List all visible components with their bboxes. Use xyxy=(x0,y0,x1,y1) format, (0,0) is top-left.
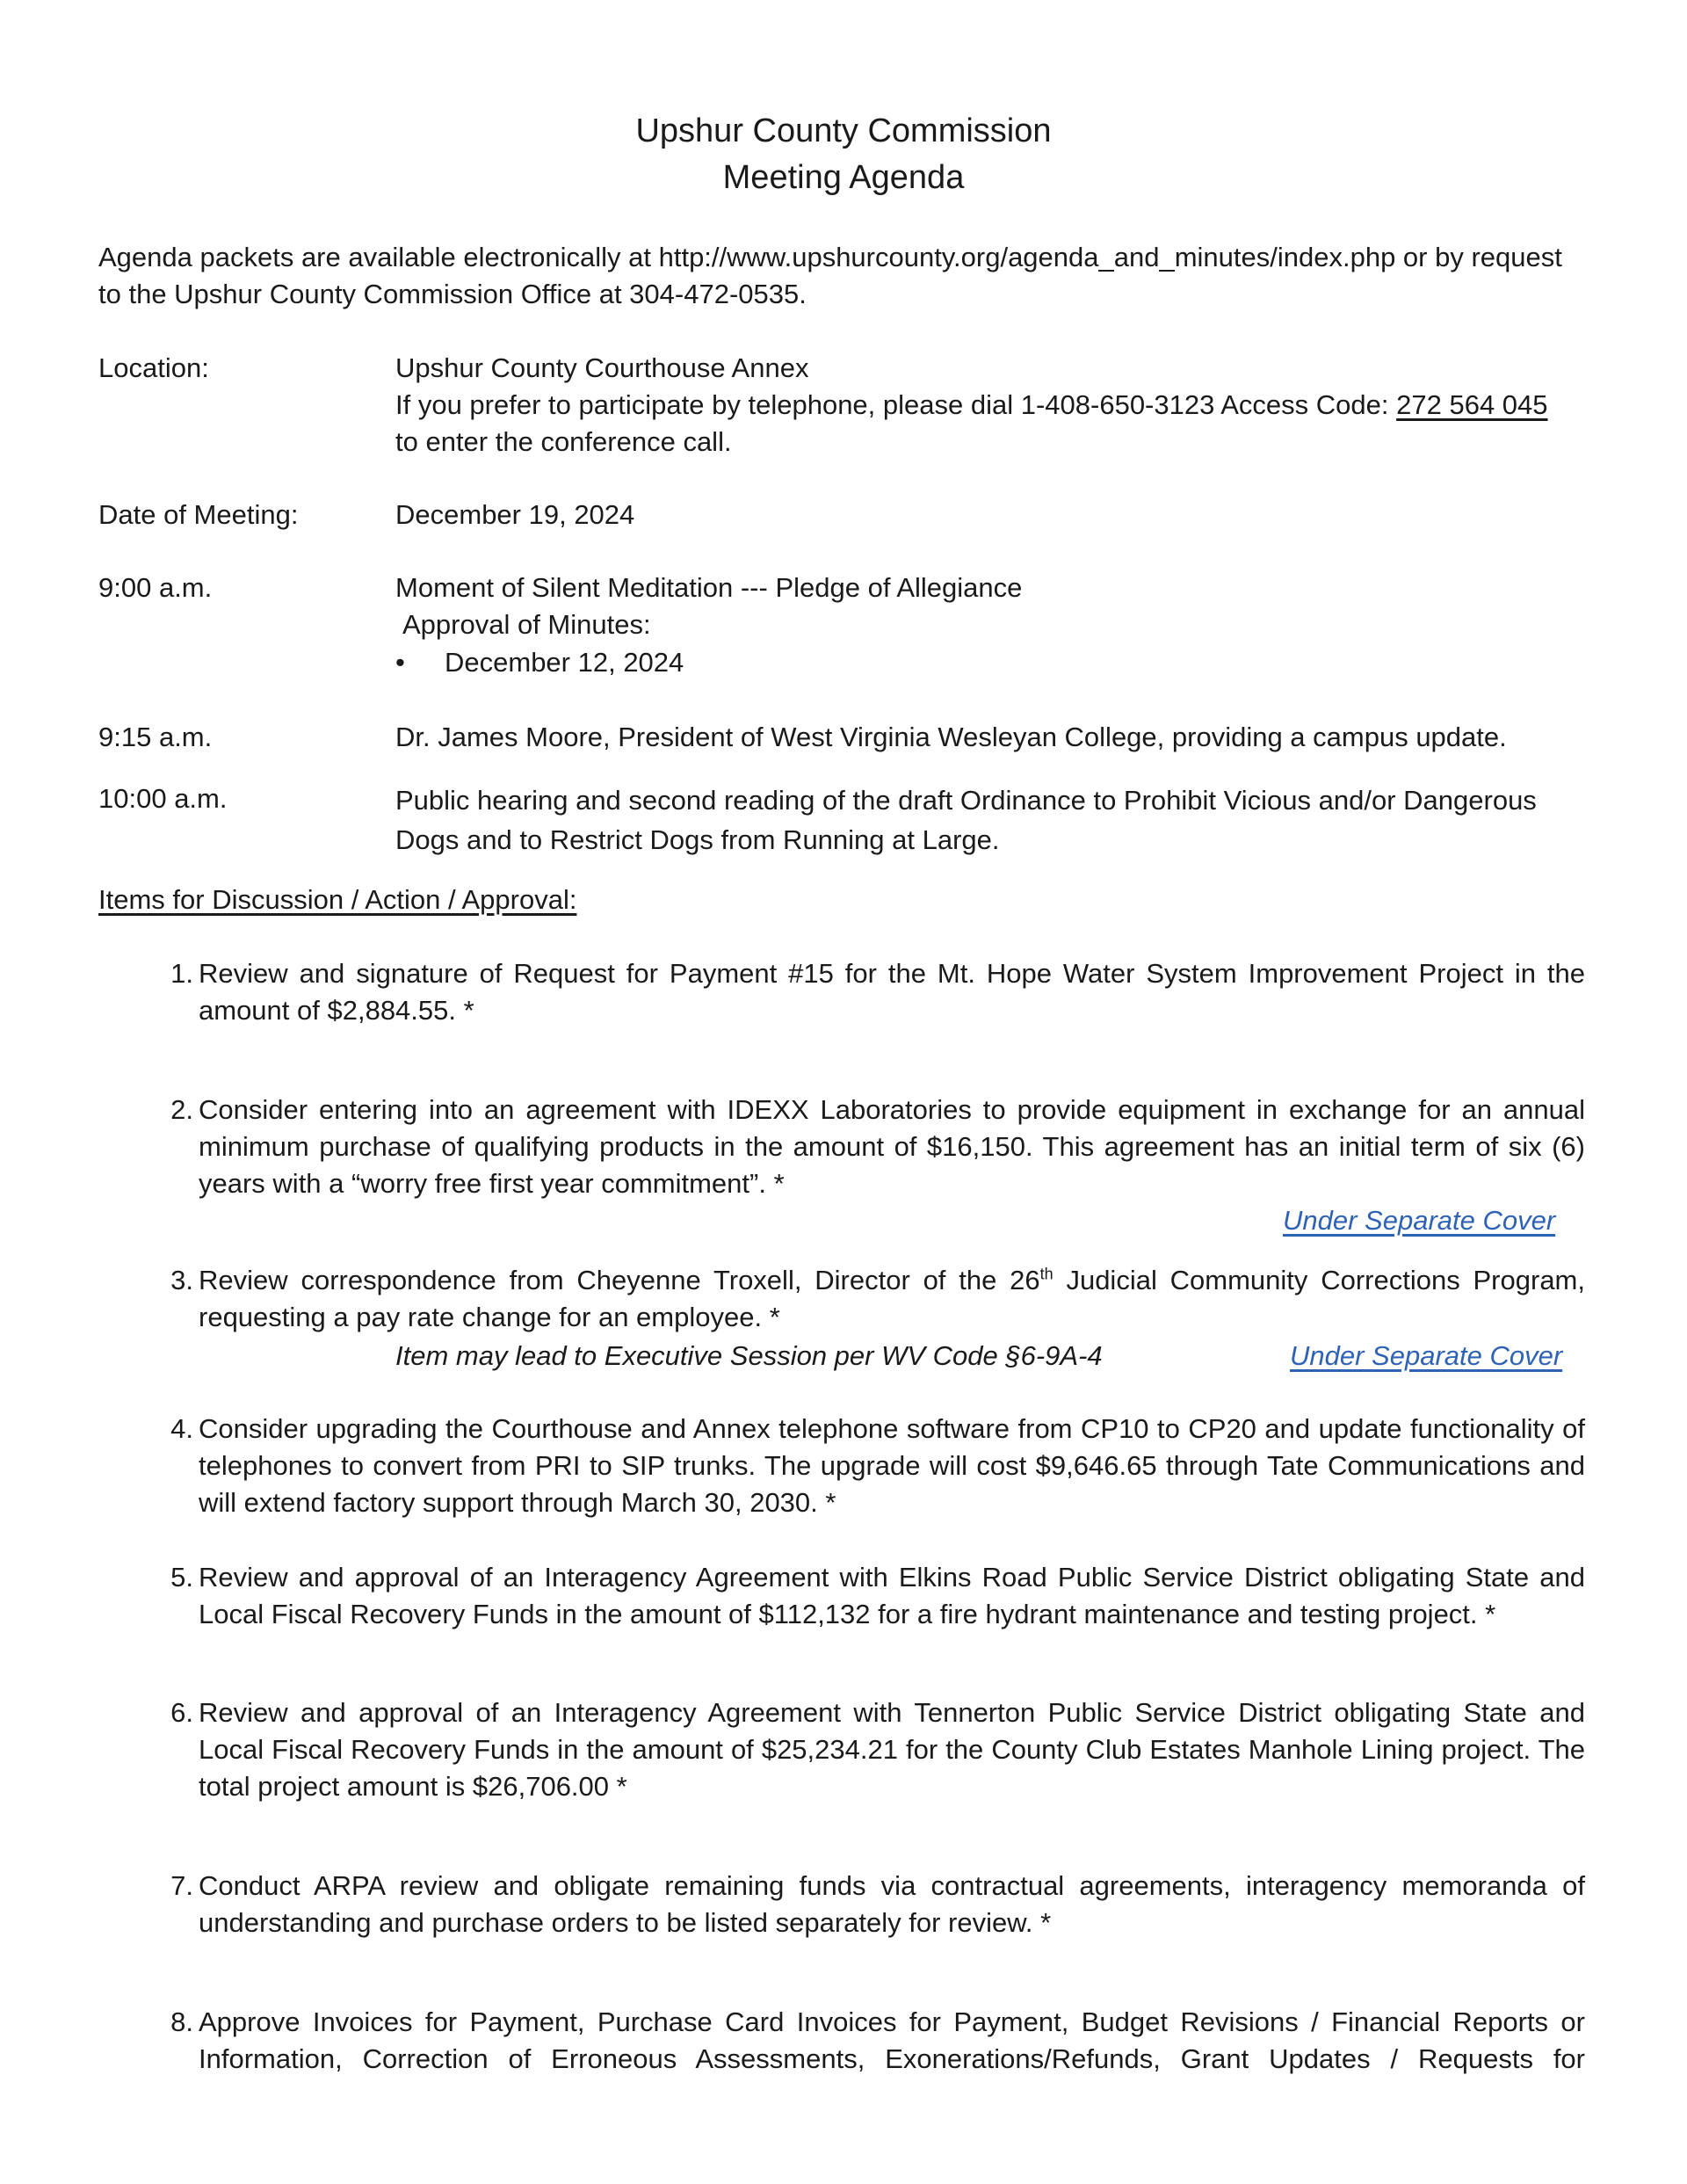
executive-session-note: Item may lead to Executive Session per WV Code §6-9A-4 xyxy=(395,1340,1103,1371)
bullet-icon: • xyxy=(395,647,405,678)
item-number: 4. xyxy=(170,1413,193,1444)
ordinal-suffix: th xyxy=(1039,1265,1053,1283)
phone-instructions xyxy=(395,387,1590,424)
agenda-item: Consider entering into an agreement with IDEXX Laboratories to provide equipment in exchange for an annual minimum purchase of qualifying products in the amount of $16,150. This agreement has an initial term of six (6) years with a “worry free first year commitment”. * xyxy=(199,1094,1585,1199)
intro-paragraph: Agenda packets are available electronically at http://www.upshurcounty.org/agenda_and_minutes/index.php or by request to the Upshur County Commission Office at 304-472-0535. xyxy=(98,242,1562,309)
location-label: Location: xyxy=(98,352,209,383)
item-number: 6. xyxy=(170,1697,193,1728)
schedule-text: Public hearing and second reading of the draft Ordinance to Prohibit Vicious and/or Dangerous Dogs and to Restrict Dogs from Running at Large. xyxy=(395,785,1537,855)
agenda-item: Review and approval of an Interagency Agreement with Tennerton Public Service District obligating State and Local Fiscal Recovery Funds in the amount of $25,234.21 for the County Club Estates Manhole Lining project. The total project amount is $26,706.00 * xyxy=(199,1697,1585,1802)
item-number: 5. xyxy=(170,1562,193,1593)
schedule-time: 10:00 a.m. xyxy=(98,783,228,814)
access-code: 272 564 045 xyxy=(1396,389,1548,420)
item-number: 2. xyxy=(170,1094,193,1125)
item-number: 1. xyxy=(170,958,193,989)
item-number: 7. xyxy=(170,1870,193,1901)
section-heading: Items for Discussion / Action / Approval: xyxy=(98,884,577,915)
item-number: 8. xyxy=(170,2006,193,2037)
schedule-text: Moment of Silent Meditation --- Pledge of Allegiance xyxy=(395,572,1023,603)
agenda-item: Approve Invoices for Payment, Purchase Card Invoices for Payment, Budget Revisions / Financial Reports or Information, Correction of Erroneous Assessments, Exonerations/Refunds, Grant Updates / Requests for xyxy=(199,2006,1585,2074)
agenda-item: Consider upgrading the Courthouse and Annex telephone software from CP10 to CP20 and update functionality of telephones to convert from PRI to SIP trunks. The upgrade will cost $9,646.65 through Tate Communications and will extend factory support through March 30, 2030. * xyxy=(199,1413,1585,1518)
schedule-time: 9:15 a.m. xyxy=(98,722,213,752)
phone-text-2: to enter the conference call. xyxy=(395,426,732,457)
schedule-time: 9:00 a.m. xyxy=(98,572,213,603)
minutes-date: December 12, 2024 xyxy=(445,647,684,678)
page-title: Upshur County Commission xyxy=(635,112,1052,149)
agenda-item: Review and approval of an Interagency Agreement with Elkins Road Public Service District obligating State and Local Fiscal Recovery Funds in the amount of $112,132 for a fire hydrant maintenance and testing project. * xyxy=(199,1562,1585,1629)
phone-text: If you prefer to participate by telephone, please dial 1-408-650-3123 Access Code: xyxy=(395,389,1389,420)
date-value: December 19, 2024 xyxy=(395,499,635,530)
page-subtitle: Meeting Agenda xyxy=(722,159,965,196)
item-number: 3. xyxy=(170,1265,193,1295)
agenda-item: Conduct ARPA review and obligate remaining funds via contractual agreements, interagency memoranda of understanding and purchase orders to be listed separately for review. * xyxy=(199,1870,1585,1938)
under-separate-cover-link[interactable]: Under Separate Cover xyxy=(1283,1205,1556,1236)
schedule-text: Dr. James Moore, President of West Virginia Wesleyan College, providing a campus update. xyxy=(395,722,1507,752)
schedule-text: Approval of Minutes: xyxy=(402,609,651,640)
location-place: Upshur County Courthouse Annex xyxy=(395,352,809,383)
agenda-item xyxy=(199,1262,1585,1336)
agenda-item: Review and signature of Request for Payment #15 for the Mt. Hope Water System Improvement Project in the amount of $2,884.55. * xyxy=(199,958,1585,1026)
under-separate-cover-link[interactable]: Under Separate Cover xyxy=(1290,1340,1563,1371)
date-label: Date of Meeting: xyxy=(98,499,299,530)
item-text: Judicial Community Corrections Program, requesting a pay rate change for an employee. * xyxy=(199,1265,1585,1332)
item-text: Review correspondence from Cheyenne Troxell, Director of the 26 xyxy=(199,1265,1040,1295)
